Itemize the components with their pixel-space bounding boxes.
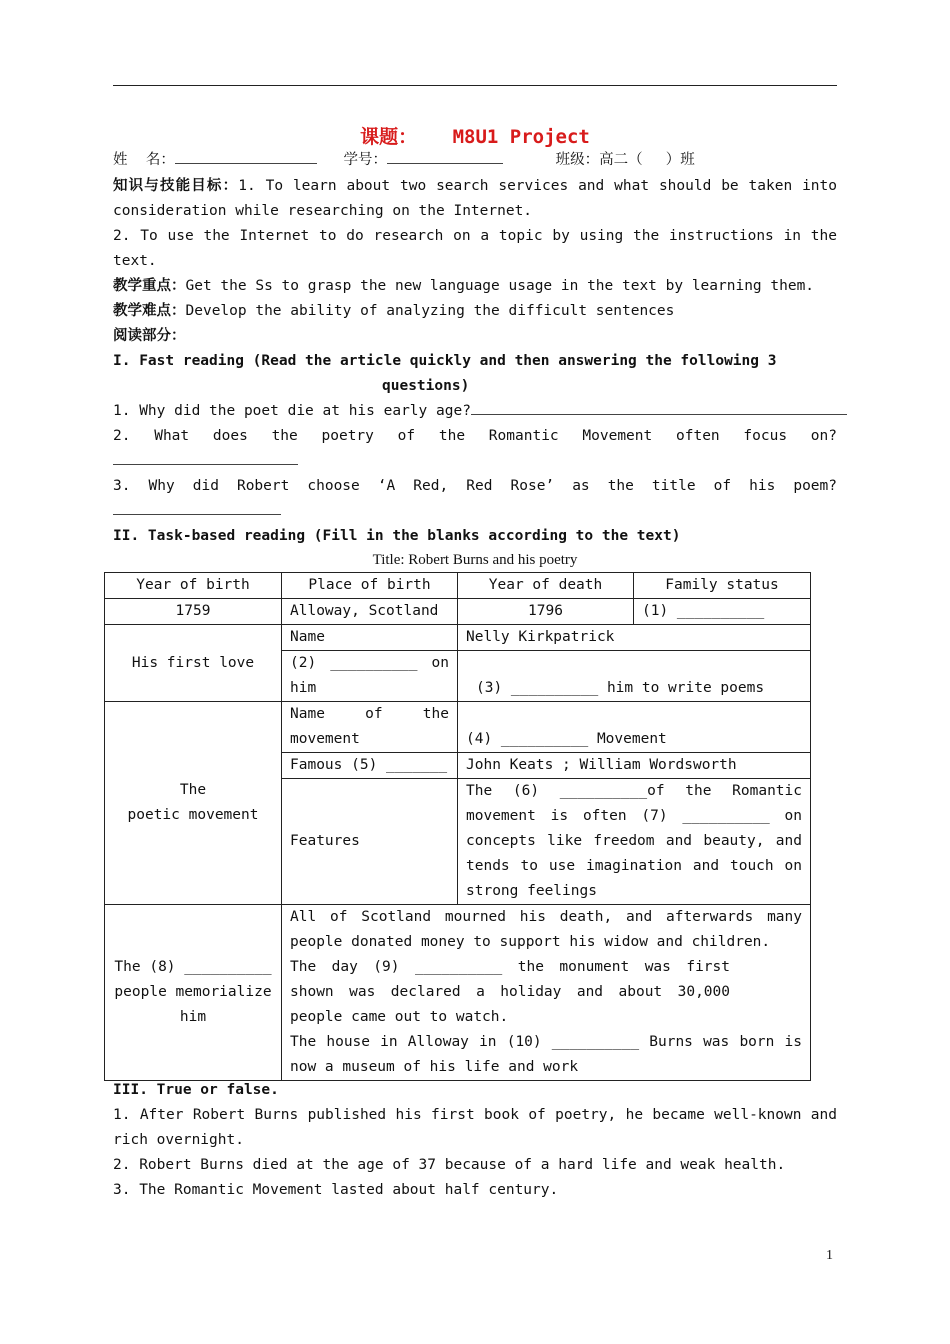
class-label: 班级：高二（ ）班 — [555, 152, 695, 168]
section1-heading-cont: questions) — [382, 378, 470, 394]
question-1 — [113, 399, 837, 424]
answer-3-blank[interactable] — [113, 500, 281, 515]
header-place-of-birth: Place of birth — [282, 573, 458, 599]
effect-label-b: him — [290, 680, 317, 696]
question-2: 2. What does the poetry of the Romantic Movement often focus on? — [113, 428, 837, 444]
header-family-status: Family status — [634, 573, 811, 599]
key-point-line — [113, 274, 837, 299]
table-header-row — [105, 573, 811, 599]
name-label: 姓 名： — [113, 152, 175, 168]
statement-3: 3. The Romantic Movement lasted about half century. — [113, 1182, 559, 1198]
question-3: 3. Why did Robert choose ‘A Red, Red Rose’ as the title of his poem? — [113, 478, 837, 494]
movement-label-a: The — [179, 782, 207, 798]
memorial-line-3[interactable]: The house in Alloway in (10) __________ Burns was born is now a museum of his life and work — [290, 1034, 802, 1075]
cell-birth-place: Alloway, Scotland — [282, 599, 458, 625]
movement-name-label-b: movement — [290, 731, 360, 747]
student-info-line — [113, 148, 837, 173]
objectives-line-3: 2. To use the Internet to do research on a topic by using the instructions in the — [113, 228, 837, 244]
movement-name-label-a: Name of the — [290, 706, 449, 722]
first-love-name-value: Nelly Kirkpatrick — [458, 625, 811, 651]
memorial-label[interactable]: The (8) __________ people memorialize him — [105, 905, 282, 1081]
difficult-point-text: Develop the ability of analyzing the difficult sentences — [185, 303, 675, 319]
movement-name-label — [282, 702, 458, 753]
first-love-effect-value[interactable]: (3) __________ him to write poems — [458, 651, 811, 702]
table-row — [105, 702, 811, 753]
page-number: 1 — [826, 1248, 833, 1263]
first-love-name-label: Name — [282, 625, 458, 651]
name-blank[interactable] — [175, 149, 317, 164]
page-title — [0, 123, 950, 151]
cell-death-year: 1796 — [458, 599, 634, 625]
memorial-details — [282, 905, 811, 1081]
number-label: 学号： — [343, 152, 388, 168]
memorial-line-1: All of Scotland mourned his death, and afterwards many people donated money to support his widow and children. — [290, 909, 802, 950]
objectives-text-1: 1. To learn about two search services and what should be taken into — [238, 178, 837, 194]
memorial-line-2[interactable]: The day (9) __________ the monument was first shown was declared a holiday and about 30,000 people came out to watch. — [290, 959, 730, 1025]
statement-1-cont: rich overnight. — [113, 1132, 244, 1148]
objectives-line-1 — [113, 174, 837, 199]
answer-2-blank[interactable] — [113, 450, 298, 465]
table-title: Title: Robert Burns and his poetry — [372, 552, 578, 568]
movement-label-b: poetic movement — [127, 807, 259, 823]
movement-name-blank[interactable]: (4) __________ Movement — [458, 702, 811, 753]
effect-label-a: (2) __________ on — [290, 655, 449, 671]
section3-heading: III. True or false. — [113, 1082, 279, 1098]
section1-heading: I. Fast reading (Read the article quickly and then answering the following 3 — [113, 353, 777, 369]
objectives-line-2: consideration while researching on the Internet. — [113, 203, 533, 219]
objectives-label: 知识与技能目标： — [113, 178, 239, 194]
header-rule — [113, 85, 837, 86]
key-point-label: 教学重点： — [113, 278, 186, 294]
title-label: 课题： — [360, 126, 418, 148]
table-row — [105, 905, 811, 1081]
section2-heading: II. Task-based reading (Fill in the blanks according to the text) — [113, 528, 681, 544]
first-love-effect-label[interactable] — [282, 651, 458, 702]
answer-3-line — [113, 499, 837, 524]
cell-family-status-blank[interactable]: (1) __________ — [634, 599, 811, 625]
table-row — [105, 599, 811, 625]
difficult-point-label: 教学难点： — [113, 303, 186, 319]
answer-2-line — [113, 449, 837, 474]
answer-1-blank[interactable] — [471, 400, 847, 415]
statement-2: 2. Robert Burns died at the age of 37 because of a hard life and weak health. — [113, 1157, 786, 1173]
header-year-of-death: Year of death — [458, 573, 634, 599]
burns-info-table — [104, 572, 811, 1081]
reading-label: 阅读部分： — [113, 328, 186, 344]
features-label: Features — [282, 779, 458, 905]
title-value: M8U1 Project — [452, 126, 590, 148]
features-value[interactable]: The (6) __________of the Romantic movement is often (7) __________ on concepts like freedom and beauty, and tends to use imagination and touch on strong feelings — [458, 779, 811, 905]
objectives-line-4: text. — [113, 253, 157, 269]
famous-label-blank[interactable]: Famous (5) _______ — [282, 753, 458, 779]
table-row — [105, 625, 811, 651]
key-point-text: Get the Ss to grasp the new language usage in the text by learning them. — [185, 278, 815, 294]
famous-value: John Keats ; William Wordsworth — [458, 753, 811, 779]
statement-1: 1. After Robert Burns published his first book of poetry, he became well-known and — [113, 1107, 837, 1123]
difficult-point-line — [113, 299, 837, 324]
first-love-label: His first love — [105, 625, 282, 702]
number-blank[interactable] — [387, 149, 503, 164]
question-1-text: 1. Why did the poet die at his early age? — [113, 403, 471, 419]
header-year-of-birth: Year of birth — [105, 573, 282, 599]
movement-label — [105, 702, 282, 905]
cell-birth-year: 1759 — [105, 599, 282, 625]
